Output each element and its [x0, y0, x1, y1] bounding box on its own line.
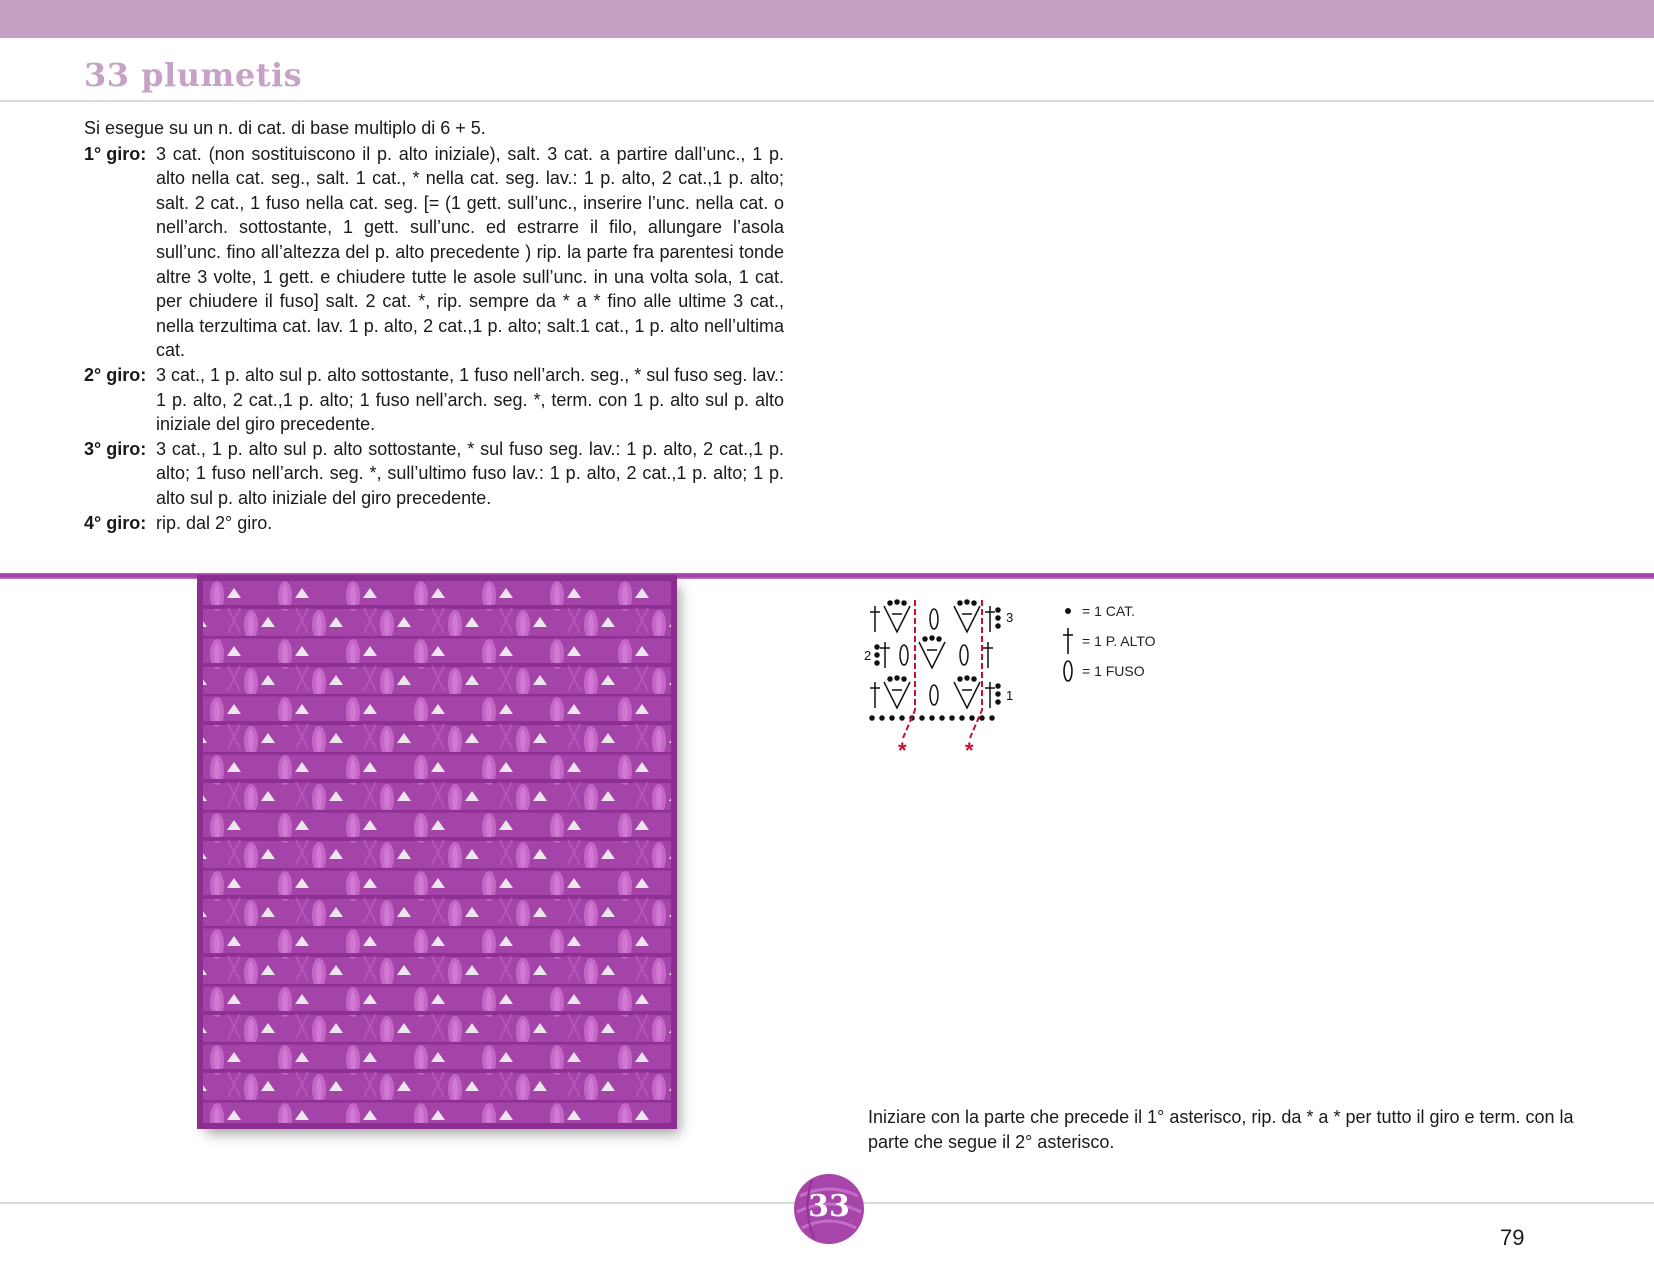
- legend-item-puff: [1058, 656, 1156, 686]
- swatch-illustration: [200, 578, 674, 1126]
- round-label: 2° giro:: [84, 364, 147, 385]
- legend-item-chain: [1058, 596, 1156, 626]
- top-accent-bar: [0, 0, 1654, 38]
- double-crochet-icon: [1058, 627, 1078, 655]
- round-text: 3 cat., 1 p. alto sul p. alto sottostante, 1 fuso nell’arch. seg., * sul fuso seg. lav.: 1 p. alto, 2 cat.,1 p. alto; 1 fuso nell’arch. seg. *, term. con 1 p. alto sul p. alto iniziale del giro precedente.: [156, 364, 785, 435]
- round-label: 3° giro:: [84, 438, 147, 459]
- chain-dot-icon: [1058, 606, 1078, 616]
- round-text: 3 cat. (non sostituiscono il p. alto iniziale), salt. 3 cat. a partire dall’unc., 1 p. alto nella cat. seg., salt. 1 cat., * nella cat. seg. lav.: 1 p. alto, 2 cat.,1 p. alto; salt. 2 cat., 1 fuso nella cat. seg. [= (1 gett. sull’unc., inserire l’unc. nella cat. o nell’arch. sottostante, 1 gett. sull’unc. ed estrarre il filo, allungare l’asola sull’unc. fino all’altezza del p. alto precedente ) rip. la parte fra parentesi tonde altre 3 volte, 1 gett. e chiudere tutte le asole sull’unc. in una volta sola, 1 cat. per chiudere il fuso] salt. 2 cat. *, rip. sempre da * a * fino alle ultime 3 cat., nella terzultima cat. lav. 1 p. alto, 2 cat.,1 p. alto; salt.1 cat., 1 p. alto nell’ultima cat.: [156, 143, 784, 361]
- chart-legend: [1058, 596, 1156, 686]
- round-text: 3 cat., 1 p. alto sul p. alto sottostante, * sul fuso seg. lav.: 1 p. alto, 2 cat.,1 p. alto; 1 fuso nell’arch. seg. *, sull’ultimo fuso lav.: 1 p. alto, 2 cat.,1 p. alto; 1 p. alto sul p. alto iniziale del giro precedente.: [156, 438, 784, 508]
- round-label: 1° giro:: [84, 143, 147, 164]
- row-label-1: 1: [1006, 688, 1014, 703]
- row-label-2: 2: [864, 648, 872, 663]
- round-text: rip. dal 2° giro.: [156, 512, 273, 533]
- legend-label: = 1 FUSO: [1082, 663, 1145, 679]
- puff-stitch-icon: [1058, 659, 1078, 683]
- round-1: [84, 142, 784, 363]
- round-4: [84, 511, 784, 536]
- round-2: [84, 363, 784, 437]
- crochet-chart: [864, 598, 1030, 768]
- intro-text: Si esegue su un n. di cat. di base multiplo di 6 + 5.: [84, 118, 486, 138]
- repeat-asterisk-start: *: [898, 738, 907, 763]
- round-3: [84, 437, 784, 511]
- page-number: 79: [1500, 1225, 1525, 1250]
- legend-label: = 1 CAT.: [1082, 603, 1136, 619]
- pattern-number-badge: 33: [808, 1189, 850, 1224]
- title-divider: [0, 100, 1654, 102]
- repeat-asterisk-end: *: [965, 738, 974, 763]
- round-label: 4° giro:: [84, 512, 147, 533]
- page-title: 33 plumetis: [84, 56, 303, 94]
- legend-item-double-crochet: [1058, 626, 1156, 656]
- repeat-note: Iniziare con la parte che precede il 1° asterisco, rip. da * a * per tutto il giro e term. con la parte che segue il 2° asterisco.: [868, 1107, 1574, 1152]
- legend-label: = 1 P. ALTO: [1082, 633, 1156, 649]
- crochet-swatch-photo: [200, 578, 674, 1126]
- row-label-3: 3: [1006, 610, 1014, 625]
- instructions-block: [84, 116, 784, 535]
